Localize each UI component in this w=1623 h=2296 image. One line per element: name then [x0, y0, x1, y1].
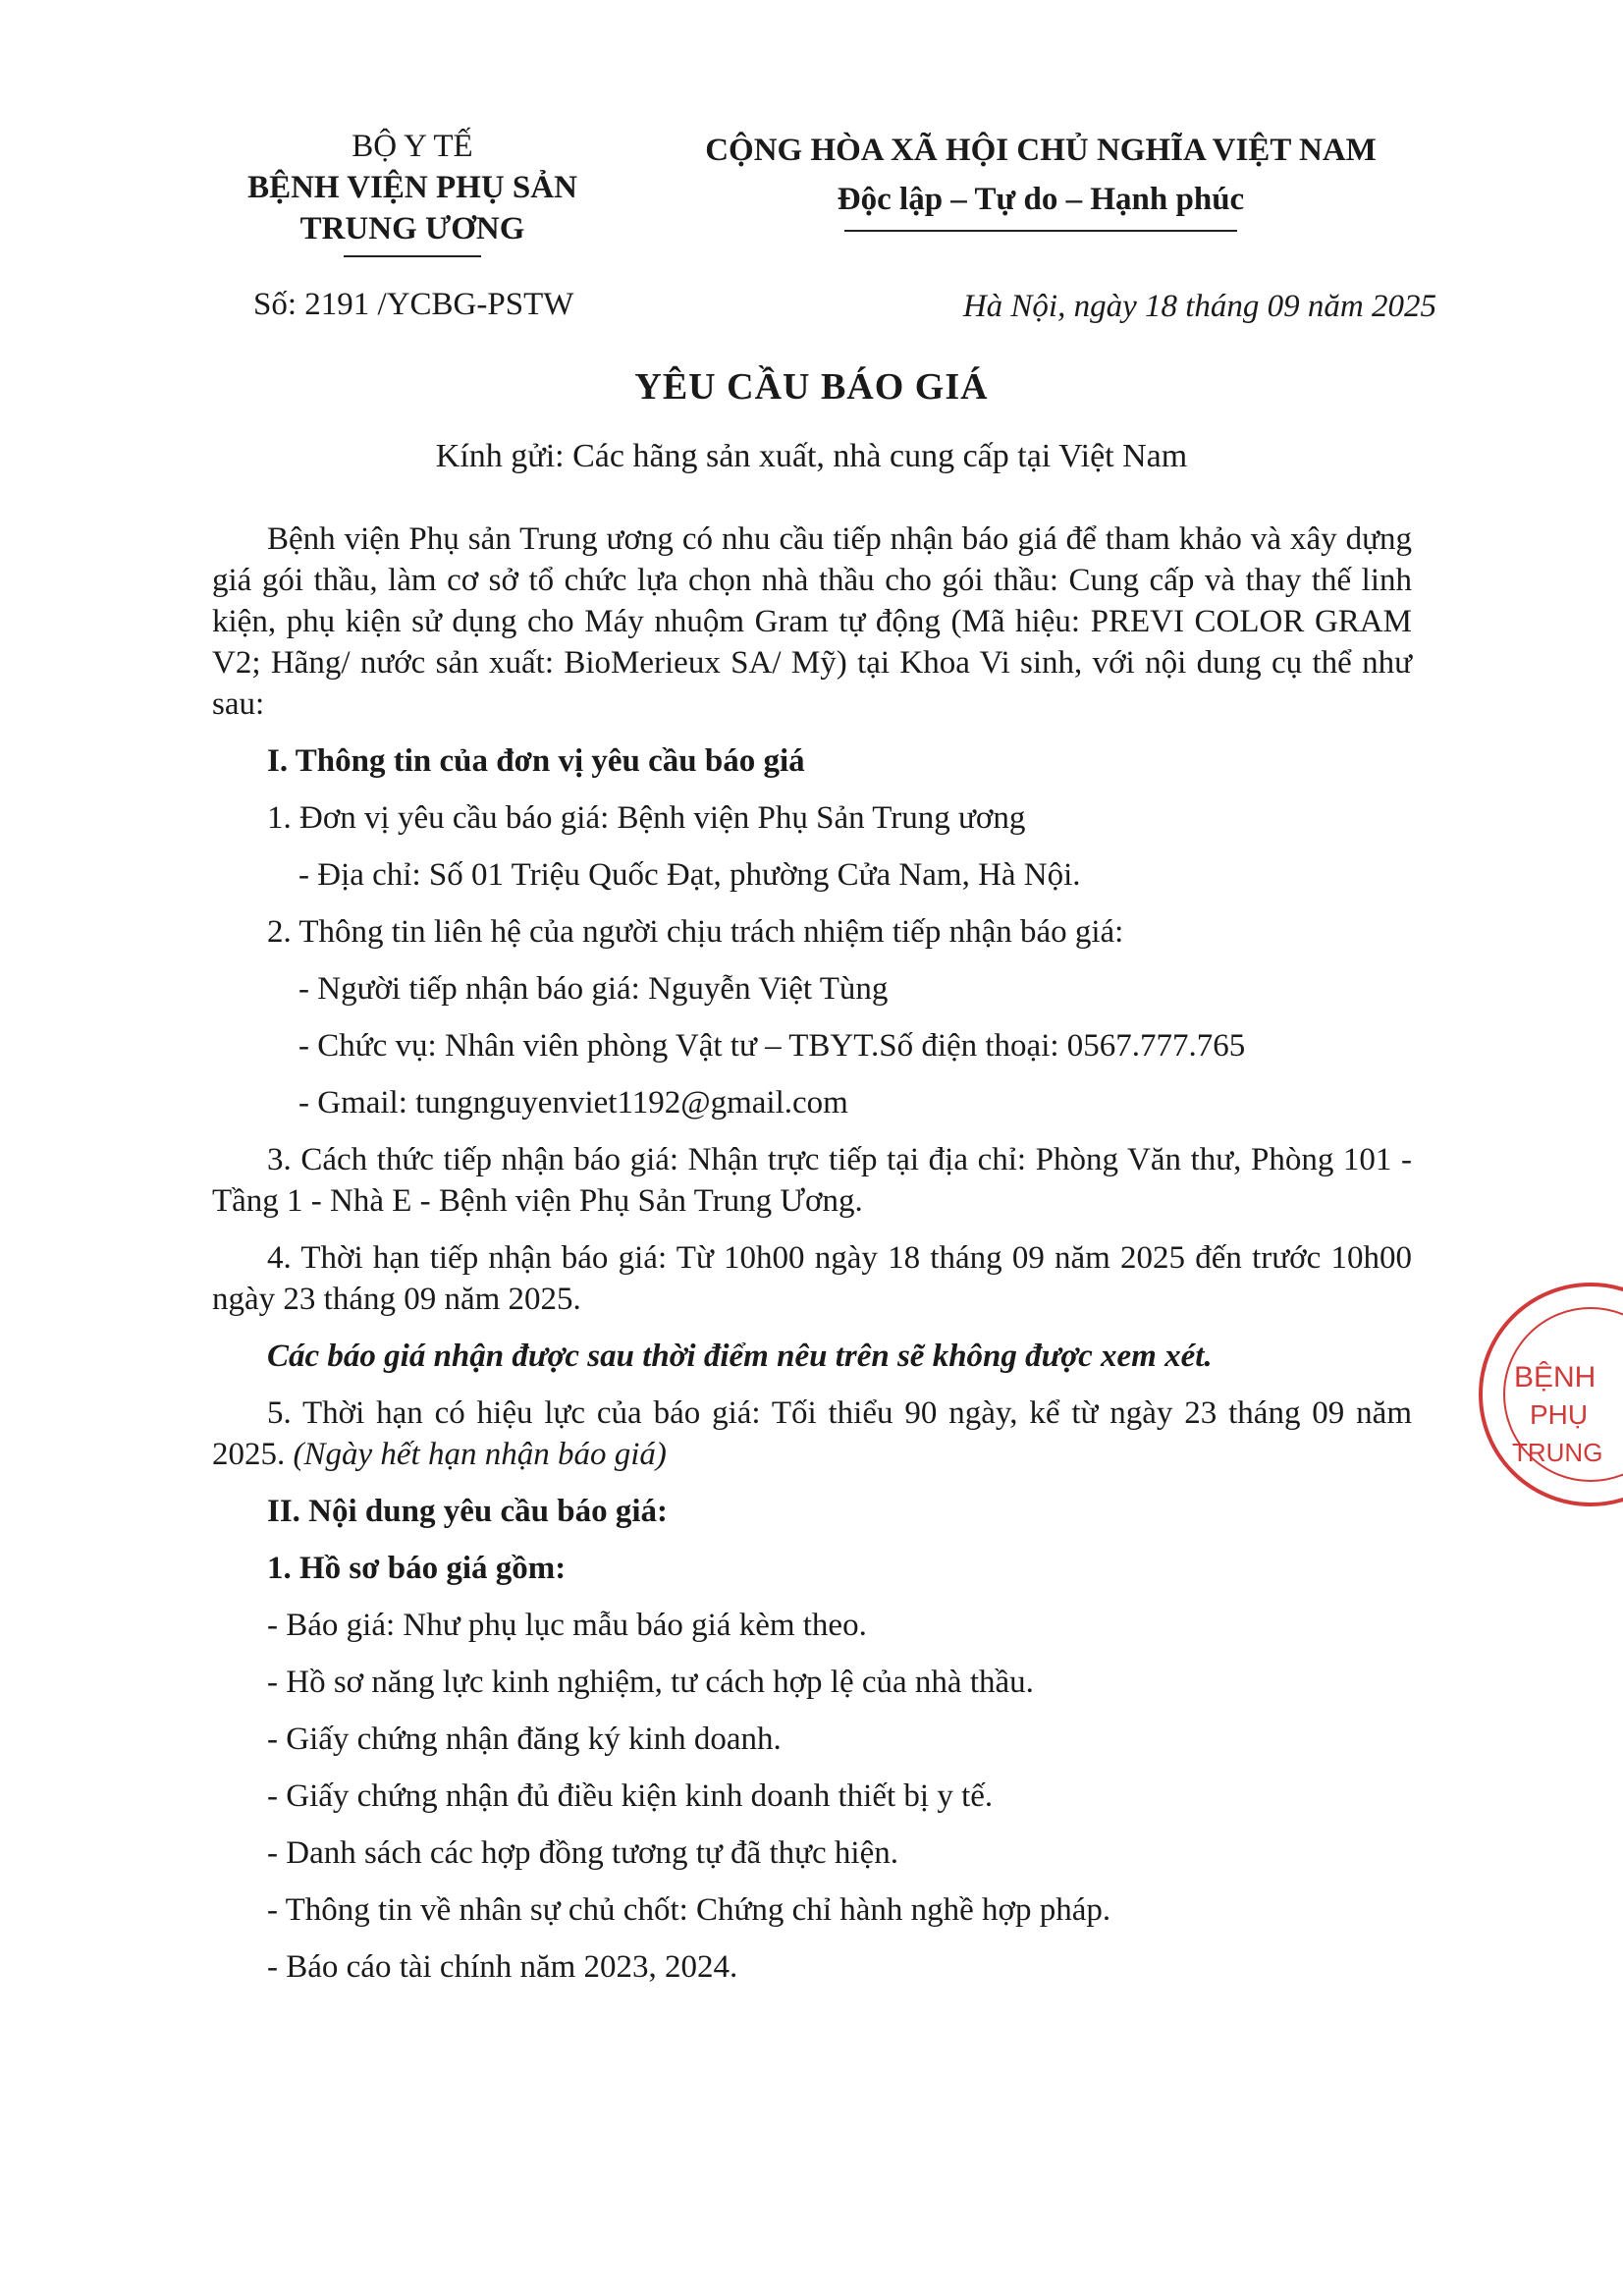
section1-gmail: - Gmail: tungnguyenviet1192@gmail.com — [298, 1085, 848, 1121]
intro-paragraph: Bệnh viện Phụ sản Trung ương có nhu cầu tiếp nhận báo giá để tham khảo và xây dựng giá gói thầu, làm cơ sở tổ chức lựa chọn nhà thầu cho gói thầu: Cung cấp và thay thế linh kiện, phụ kiện sử dụng cho Máy nhuộm Gram tự động (Mã hiệu: PREVI COLOR GRAM V2; Hãng/ nước sản xuất: BioMerieux SA/ Mỹ) tại Khoa Vi sinh, với nội dung cụ thể như sau: — [212, 521, 1412, 722]
item5-text: 5. Thời hạn có hiệu lực của báo giá: Tối thiểu 90 ngày, kể từ ngày 23 tháng 09 năm 2025. — [212, 1395, 1412, 1472]
list-item: - Báo cáo tài chính năm 2023, 2024. — [267, 1949, 738, 1985]
list-item: - Báo giá: Như phụ lục mẫu báo giá kèm theo. — [267, 1608, 867, 1643]
national-header — [648, 126, 1434, 232]
seal-text-line2: PHỤ — [1530, 1399, 1589, 1430]
national-motto: Độc lập – Tự do – Hạnh phúc — [837, 182, 1245, 217]
item5-note: (Ngày hết hạn nhận báo giá) — [293, 1437, 667, 1472]
section1-position: - Chức vụ: Nhân viên phòng Vật tư – TBYT.Số điện thoại: 0567.777.765 — [298, 1028, 1246, 1064]
seal-text-line3: TRUNG — [1512, 1438, 1603, 1467]
ministry-name: BỘ Y TẾ — [352, 129, 473, 164]
section1-warning: Các báo giá nhận được sau thời điểm nêu trên sẽ không được xem xét. — [267, 1339, 1213, 1374]
section1-heading: I. Thông tin của đơn vị yêu cầu báo giá — [267, 743, 805, 779]
section2-sub1: 1. Hồ sơ báo giá gồm: — [267, 1551, 567, 1586]
section1-item2: 2. Thông tin liên hệ của người chịu trách nhiệm tiếp nhận báo giá: — [267, 914, 1124, 950]
section1-item5 — [212, 1393, 1412, 1475]
country-name: CỘNG HÒA XÃ HỘI CHỦ NGHĨA VIỆT NAM — [705, 133, 1377, 168]
list-item: - Danh sách các hợp đồng tương tự đã thực hiện. — [267, 1835, 898, 1871]
section1-item3: 3. Cách thức tiếp nhận báo giá: Nhận trực tiếp tại địa chỉ: Phòng Văn thư, Phòng 101 - Tầng 1 - Nhà E - Bệnh viện Phụ Sản Trung Ương. — [212, 1142, 1412, 1219]
hospital-name-line1: BỆNH VIỆN PHỤ SẢN — [247, 170, 577, 205]
issuer-underline — [344, 255, 481, 257]
section1-address: - Địa chỉ: Số 01 Triệu Quốc Đạt, phường Cửa Nam, Hà Nội. — [298, 857, 1081, 893]
section1-person: - Người tiếp nhận báo giá: Nguyễn Việt Tùng — [298, 971, 889, 1007]
list-item: - Thông tin về nhân sự chủ chốt: Chứng chỉ hành nghề hợp pháp. — [267, 1892, 1111, 1928]
section2-heading: II. Nội dung yêu cầu báo giá: — [267, 1494, 669, 1529]
document-title: YÊU CẦU BÁO GIÁ — [634, 366, 989, 408]
document-number: Số: 2191 /YCBG-PSTW — [253, 287, 574, 322]
section1-item4: 4. Thời hạn tiếp nhận báo giá: Từ 10h00 ngày 18 tháng 09 năm 2025 đến trước 10h00 ngày 23 tháng 09 năm 2025. — [212, 1240, 1412, 1317]
issuer-block — [226, 126, 599, 257]
document-date: Hà Nội, ngày 18 tháng 09 năm 2025 — [962, 289, 1436, 324]
list-item: - Giấy chứng nhận đủ điều kiện kinh doanh thiết bị y tế. — [267, 1778, 994, 1814]
list-item: - Hồ sơ năng lực kinh nghiệm, tư cách hợp lệ của nhà thầu. — [267, 1665, 1034, 1700]
recipient-line: Kính gửi: Các hãng sản xuất, nhà cung cấp tại Việt Nam — [435, 438, 1188, 474]
official-seal — [1473, 1277, 1623, 1512]
seal-text-line1: BỆNH — [1514, 1361, 1596, 1394]
section1-item1: 1. Đơn vị yêu cầu báo giá: Bệnh viện Phụ Sản Trung ương — [267, 800, 1026, 836]
document-body — [212, 519, 1412, 1988]
motto-underline — [844, 230, 1237, 232]
hospital-name-line2: TRUNG ƯƠNG — [299, 211, 525, 246]
list-item: - Giấy chứng nhận đăng ký kinh doanh. — [267, 1722, 782, 1757]
